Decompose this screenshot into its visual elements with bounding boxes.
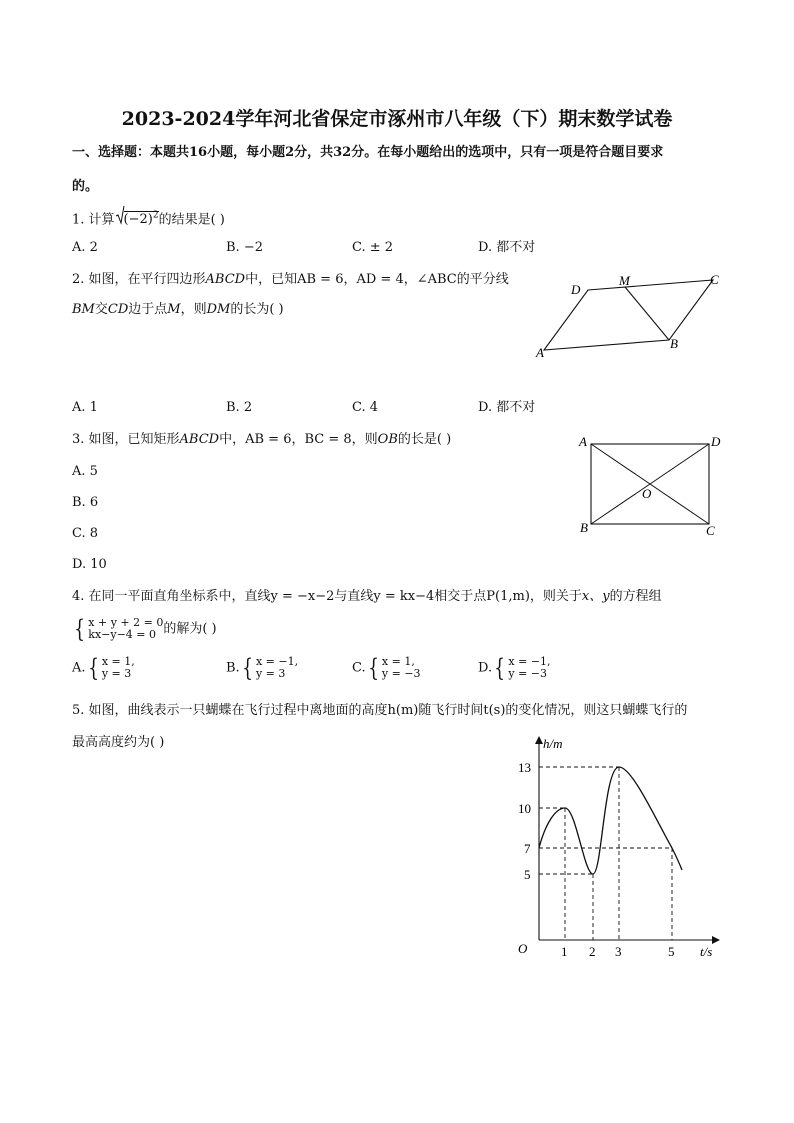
q1-option-d[interactable]: D. 都不对 [478,240,536,255]
q4-option-b[interactable] [226,656,298,680]
label-d: D [711,434,721,449]
x-axis-label: t/s [700,944,713,959]
q1-option-b[interactable]: B. −2 [226,240,263,255]
question-5-line1: 5. 如图，曲线表示一只蝴蝶在飞行过程中离地面的高度h(m)随飞行时间t(s)的变化情况，则这只蝴蝶飞行的 [72,703,688,718]
label-b: B [670,336,678,351]
q2-option-a[interactable]: A. 1 [72,400,98,415]
bisector-bm [625,287,669,340]
flight-curve [539,767,682,874]
label-a: A [536,345,544,360]
rectangle-figure [574,430,734,542]
q4-option-a-system [86,656,135,680]
q4-option-b-row1: x = −1, [255,655,299,668]
q3-text-d: OB [377,432,398,447]
q4-option-d-row1: x = −1, [508,655,551,668]
q2-text-dm: DM [206,302,231,317]
q4-option-c-row1: x = 1, [381,655,415,668]
q3-text-c: 中，AB = 6，BC = 8，则 [219,432,378,447]
q2-text-b: ABCD [205,272,246,287]
q4-equation-1: x + y + 2 = 0 [88,616,164,629]
q2-text-m: M [167,302,181,317]
x-tick-1: 1 [561,944,568,959]
page-title: 2023-2024学年河北省保定市涿州市八年级（下）期末数学试卷 [121,108,673,130]
q2-option-c[interactable]: C. 4 [352,400,379,415]
label-b: B [580,520,588,535]
q4-option-d-label: D. [478,660,493,676]
q3-option-c[interactable]: C. 8 [72,526,99,541]
q1-prefix: 1. 计算 [72,212,115,228]
x-axis-arrow-icon [712,936,720,944]
sqrt-sign-icon [115,205,125,225]
q3-text-a: 3. 如图，已知矩形 [72,432,180,447]
q2-text-jiao: 交 [94,302,108,317]
q2-text-ze: ，则 [180,302,207,317]
label-c: C [710,272,719,287]
label-a: A [579,434,587,449]
q2-text-bm: BM [72,302,95,317]
q3-option-b[interactable]: B. 6 [72,495,99,510]
brace-icon: { [494,654,506,682]
q4-option-a-row1: x = 1, [101,655,135,668]
section-heading: 一、选择题：本题共16小题，每小题2分，共32分。在每小题给出的选项中，只有一项是符合题目要求 [72,145,664,160]
question-2-line1 [72,271,509,289]
question-4-line1 [72,588,662,606]
q4-option-d[interactable] [478,656,551,680]
q4-text-suffix: 的解为( ) [163,621,217,637]
height-time-graph [500,730,730,962]
y-axis-arrow-icon [535,736,543,744]
brace-icon: { [367,654,379,682]
y-tick-13: 13 [518,760,531,775]
origin-label: O [518,941,528,956]
section-heading-cont: 的。 [72,179,99,194]
q4-equation-2: kx−y−4 = 0 [88,628,157,641]
q4-option-c-system [366,656,421,680]
q4-option-b-system [240,656,298,680]
y-axis-label: h/m [543,736,563,751]
label-c: C [706,523,715,538]
label-m: M [619,273,630,288]
q4-option-a-label: A. [72,660,86,676]
y-tick-7: 7 [524,841,531,856]
x-tick-2: 2 [589,944,596,959]
q3-text-b: ABCD [179,432,220,447]
question-4-line2 [72,617,217,641]
q4-option-c-label: C. [352,660,366,676]
q2-text-end: 的长为( ) [230,302,284,317]
q4-option-b-label: B. [226,660,240,676]
brace-icon: { [87,654,99,682]
q1-radicand: (−2) [123,212,153,228]
brace-icon: { [74,615,85,643]
question-2-line2 [72,301,284,319]
q3-option-a[interactable]: A. 5 [72,464,98,479]
question-1 [72,207,225,229]
q2-text-a: 2. 如图，在平行四边形 [72,272,206,287]
label-d: D [571,282,581,297]
brace-icon: { [241,654,253,682]
q1-exponent: 2 [152,211,159,221]
q1-option-a[interactable]: A. 2 [72,240,98,255]
q4-option-d-system [492,656,550,680]
q4-text-c: 的方程组 [609,589,662,604]
q1-sqrt [115,207,159,229]
x-tick-3: 3 [615,944,622,959]
label-o: O [642,486,652,501]
q4-option-d-row2: y = −3 [508,667,548,680]
q3-text-e: 的长是( ) [397,432,452,447]
x-tick-5: 5 [668,944,675,959]
q4-option-a-row2: y = 3 [101,667,132,680]
q4-option-c[interactable] [352,656,421,680]
q2-text-c: 中，已知AB = 6，AD = 4，∠ABC的平分线 [245,272,509,287]
question-3 [72,431,451,449]
q4-option-a[interactable] [72,656,135,680]
q1-option-c[interactable]: C. ± 2 [352,240,394,255]
q2-text-bian: 边于点 [128,302,168,317]
parallelogram-figure [530,268,730,368]
q4-text-xy: x、y [581,589,610,604]
question-5-line2: 最高高度约为( ) [72,735,165,750]
q4-equation-system [72,617,163,641]
q2-option-d[interactable]: D. 都不对 [478,400,536,415]
q4-option-c-row2: y = −3 [381,667,421,680]
q2-option-b[interactable]: B. 2 [226,400,253,415]
q3-option-d[interactable]: D. 10 [72,557,107,572]
y-tick-5: 5 [524,867,531,882]
q1-suffix: 的结果是( ) [158,212,225,228]
y-tick-10: 10 [518,801,531,816]
q2-text-cd: CD [107,302,129,317]
q4-text-a: 4. 在同一平面直角坐标系中，直线y = −x−2与直线y = kx−4相交于点P(1,m)，则关于 [72,589,582,604]
q4-option-b-row2: y = 3 [255,667,286,680]
